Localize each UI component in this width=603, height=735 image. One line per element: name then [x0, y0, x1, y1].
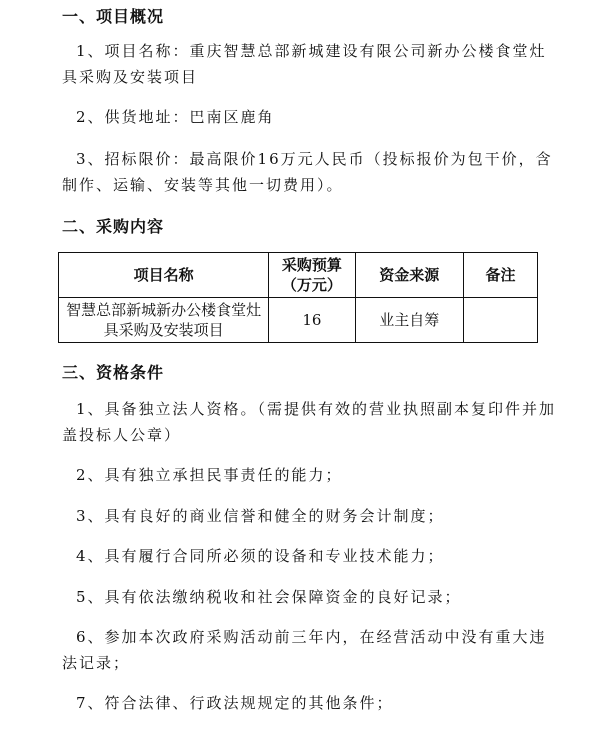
- cell-remark: [464, 298, 538, 343]
- qualification-item-2: 2、具有独立承担民事责任的能力；: [76, 466, 343, 484]
- qualification-item-4: 4、具有履行合同所必须的设备和专业技术能力；: [76, 547, 445, 565]
- cell-project-name: 智慧总部新城新办公楼食堂灶具采购及安装项目: [59, 298, 269, 343]
- header-remark: 备注: [464, 253, 538, 298]
- section1-heading: 一、项目概况: [62, 7, 165, 26]
- cell-fund-source: 业主自筹: [355, 298, 464, 343]
- cell-budget: 16: [269, 298, 355, 343]
- qualification-item-6: 6、参加本次政府采购活动前三年内，在经营活动中没有重大违法记录；: [62, 628, 547, 672]
- project-name-paragraph: 1、项目名称：重庆智慧总部新城建设有限公司新办公楼食堂灶具采购及安装项目: [62, 42, 547, 86]
- section2-heading: 二、采购内容: [62, 217, 165, 236]
- table-row: [59, 298, 538, 343]
- header-fund-source: 资金来源: [355, 253, 464, 298]
- header-budget: 采购预算（万元）: [269, 253, 355, 298]
- qualification-item-3: 3、具有良好的商业信誉和健全的财务会计制度；: [76, 507, 445, 525]
- qualification-item-7: 7、符合法律、行政法规规定的其他条件；: [76, 694, 394, 712]
- bid-limit-paragraph: 3、招标限价：最高限价16万元人民币（投标报价为包干价，含制作、运输、安装等其他一切费用）。: [62, 150, 553, 194]
- section3-heading: 三、资格条件: [62, 363, 165, 382]
- procurement-table: [58, 252, 538, 343]
- qualification-item-1: 1、具备独立法人资格。（需提供有效的营业执照副本复印件并加盖投标人公章）: [62, 400, 557, 444]
- qualification-item-5: 5、具有依法缴纳税收和社会保障资金的良好记录；: [76, 588, 462, 606]
- header-project-name: 项目名称: [59, 253, 269, 298]
- table-header-row: [59, 253, 538, 298]
- delivery-address-paragraph: 2、供货地址：巴南区鹿角: [76, 108, 275, 126]
